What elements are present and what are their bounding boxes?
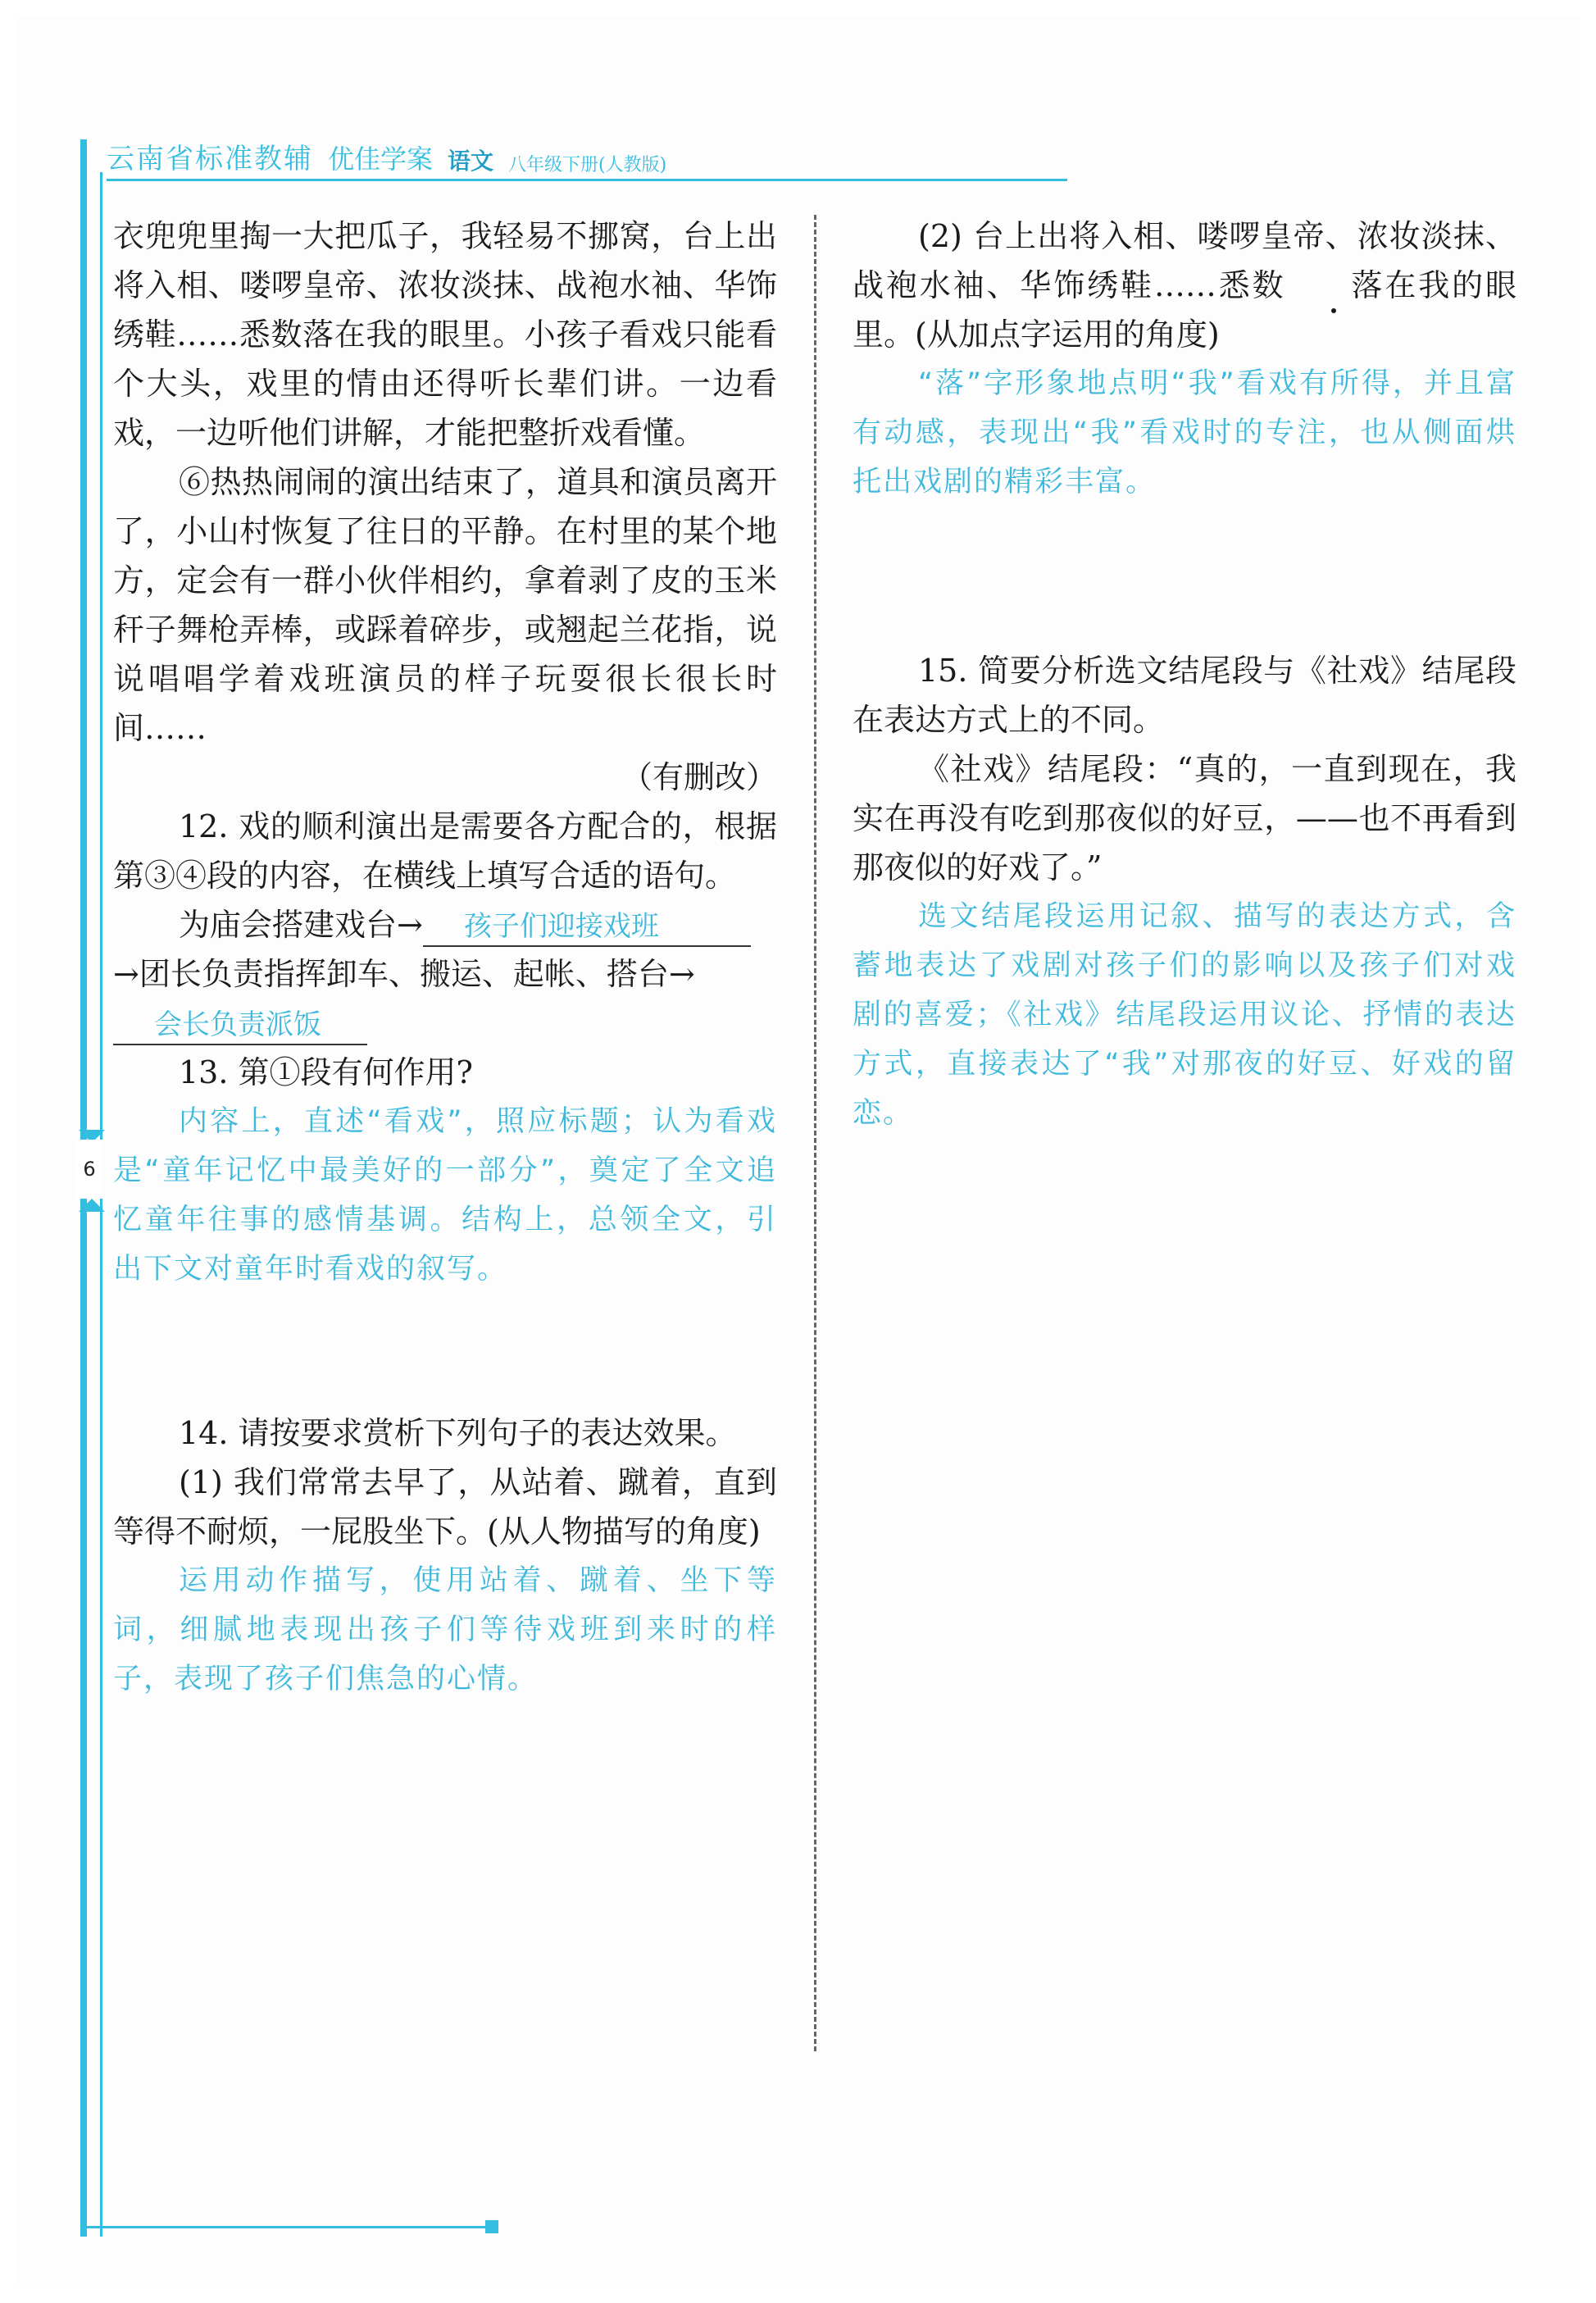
- question-14-2: [853, 212, 1516, 359]
- left-rail-bottom: [80, 1201, 87, 2237]
- subject-label: 语文: [448, 148, 494, 175]
- answer-space: [853, 507, 1516, 646]
- page-header: [107, 135, 666, 176]
- q12-answer-blank-1: 孩子们迎接戏班: [423, 908, 751, 947]
- passage-paragraph: 衣兜兜里掏一大把瓜子，我轻易不挪窝，台上出将入相、喽啰皇帝、浓妆淡抹、战袍水袖、华饰绣鞋……悉数落在我的眼里。小孩子看戏只能看个大头，戏里的情由还得听长辈们讲。一边看戏，一边听他们讲解，才能把整折戏看懂。: [113, 218, 777, 451]
- brand-name: 云南省标准教辅: [107, 143, 313, 175]
- right-column: [853, 212, 1516, 1138]
- passage-paragraph-6: ⑥热热闹闹的演出结束了，道具和演员离开了，小山村恢复了往日的平静。在村里的某个地方，定会有一群小伙伴相约，拿着剥了皮的玉米秆子舞枪弄棒，或踩着碎步，或翘起兰花指，说说唱唱学着戏班演员的样子玩耍很长很长时间……: [113, 464, 777, 746]
- q12-fill-line-2: [113, 949, 777, 999]
- bottom-rule: [80, 2226, 494, 2228]
- q12-fill-start: 为庙会搭建戏台→: [179, 907, 423, 943]
- q12-fill-mid: →团长负责指挥卸车、搬运、起帐、搭台→: [113, 956, 695, 992]
- left-column: [113, 212, 777, 1704]
- page-number: 6: [75, 1140, 103, 1199]
- column-divider: [814, 215, 816, 2051]
- series-name: 优佳学案: [328, 143, 434, 175]
- q12-answer-blank-2: 会长负责派饭: [113, 1006, 367, 1045]
- question-14-1: (1) 我们常常去早了，从站着、蹴着，直到等得不耐烦，一屁股坐下。(从人物描写的角度): [113, 1464, 777, 1550]
- q15-answer: 选文结尾段运用记叙、描写的表达方式，含蓄地表达了戏剧对孩子们的影响以及孩子们对戏剧的喜爱；《社戏》结尾段运用议论、抒情的表达方式，直接表达了“我”对那夜的好豆、好戏的留恋。: [853, 900, 1516, 1130]
- q14-1-answer: 运用动作描写，使用站着、蹴着、坐下等词，细腻地表现出孩子们等待戏班到来时的样子，表现了孩子们焦急的心情。: [113, 1564, 777, 1695]
- q14-2-text-before: (2) 台上出将入相、喽啰皇帝、浓妆淡抹、战袍水袖、华饰绣鞋……悉数: [853, 218, 1516, 303]
- source-note: （有删改）: [621, 759, 777, 795]
- q15-quote: 《社戏》结尾段：“真的，一直到现在，我实在再没有吃到那夜似的好豆，——也不再看到那夜似的好戏了。”: [853, 751, 1516, 885]
- q12-fill-line: [113, 900, 777, 949]
- question-12: 12. 戏的顺利演出是需要各方配合的，根据第③④段的内容，在横线上填写合适的语句。: [113, 808, 777, 894]
- question-13: 13. 第①段有何作用?: [179, 1054, 473, 1090]
- q12-fill-line-3: [113, 999, 777, 1048]
- dotted-character: 落: [1285, 261, 1382, 310]
- q13-answer: 内容上，直述“看戏”，照应标题；认为看戏是“童年记忆中最美好的一部分”，奠定了全文追忆童年往事的感情基调。结构上，总领全文，引出下文对童年时看戏的叙写。: [113, 1105, 777, 1286]
- answer-space: [113, 1294, 777, 1409]
- question-15: 15. 简要分析选文结尾段与《社戏》结尾段在表达方式上的不同。: [853, 653, 1516, 738]
- q14-2-text-after: 在我的眼里。(从加点字运用的角度): [853, 267, 1516, 353]
- question-14: 14. 请按要求赏析下列句子的表达效果。: [179, 1415, 737, 1451]
- page-tab-notch-bottom: [79, 1199, 105, 1212]
- bottom-rule-end-square: [485, 2220, 498, 2233]
- grade-label: 八年级下册(人教版): [508, 155, 667, 175]
- q14-2-answer: “落”字形象地点明“我”看戏有所得，并且富有动感，表现出“我”看戏时的专注，也从侧面烘托出戏剧的精彩丰富。: [853, 367, 1516, 498]
- header-rule: [107, 179, 1067, 181]
